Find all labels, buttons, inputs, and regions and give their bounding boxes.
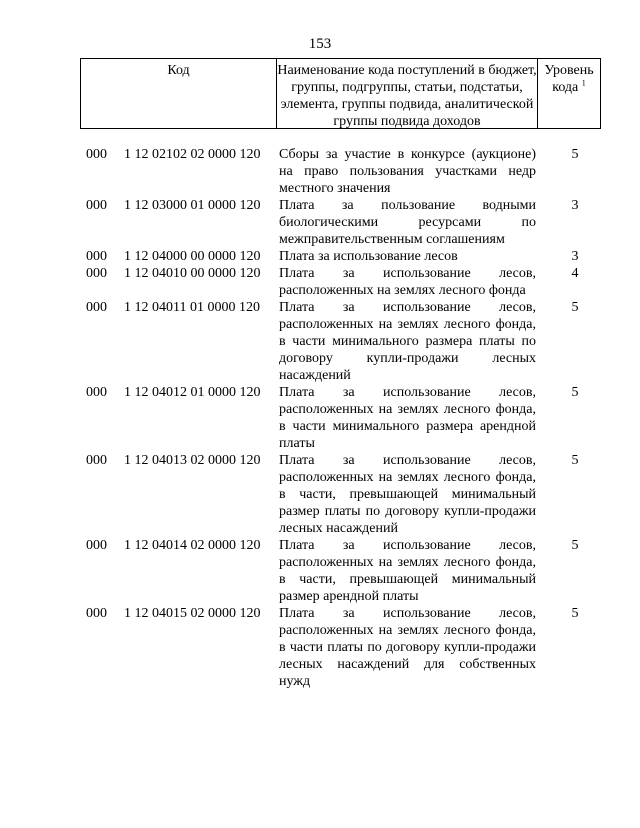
row-level: 5 bbox=[571, 385, 579, 400]
row-admin-code: 000 bbox=[86, 538, 107, 553]
table-row bbox=[0, 197, 640, 248]
row-admin-code: 000 bbox=[86, 453, 107, 468]
page-number: 153 bbox=[308, 36, 332, 52]
row-level: 5 bbox=[571, 300, 579, 315]
row-revenue-code: 1 12 04011 01 0000 120 bbox=[124, 300, 260, 315]
table-row bbox=[0, 384, 640, 452]
row-level: 5 bbox=[571, 147, 579, 162]
header-level-label: Уровень кода bbox=[544, 63, 594, 95]
row-revenue-code: 1 12 04000 00 0000 120 bbox=[124, 249, 261, 264]
table-header bbox=[80, 58, 601, 129]
row-revenue-code: 1 12 02102 02 0000 120 bbox=[124, 147, 261, 162]
row-admin-code: 000 bbox=[86, 198, 107, 213]
header-level-footnote: 1 bbox=[581, 78, 586, 88]
row-level: 5 bbox=[571, 538, 579, 553]
table-row bbox=[0, 265, 640, 299]
row-level: 3 bbox=[571, 249, 579, 264]
row-revenue-code: 1 12 04010 00 0000 120 bbox=[124, 266, 261, 281]
row-level: 4 bbox=[571, 266, 579, 281]
table-row bbox=[0, 299, 640, 384]
header-name: Наименование кода поступлений в бюджет, группы, подгруппы, статьи, подстатьи, элемента, группы подвида, аналитической группы подвида доходов bbox=[277, 59, 538, 128]
row-name: Плата за пользование водными биологическими ресурсами по межправительственным соглашениям bbox=[279, 198, 536, 247]
row-admin-code: 000 bbox=[86, 300, 107, 315]
table-row bbox=[0, 452, 640, 537]
row-name: Плата за использование лесов bbox=[279, 249, 458, 264]
row-admin-code: 000 bbox=[86, 385, 107, 400]
row-name: Плата за использование лесов, расположенных на землях лесного фонда, в части, превышающей минимальный размер арендной платы bbox=[279, 538, 536, 604]
row-revenue-code: 1 12 04012 01 0000 120 bbox=[124, 385, 261, 400]
row-admin-code: 000 bbox=[86, 249, 107, 264]
row-revenue-code: 1 12 04014 02 0000 120 bbox=[124, 538, 261, 553]
row-name: Плата за использование лесов, расположенных на землях лесного фонда bbox=[279, 266, 536, 298]
row-revenue-code: 1 12 04013 02 0000 120 bbox=[124, 453, 261, 468]
row-level: 5 bbox=[571, 453, 579, 468]
row-name: Плата за использование лесов, расположенных на землях лесного фонда, в части минимального размера платы по договору купли-продажи лесных насаждений bbox=[279, 300, 536, 383]
row-admin-code: 000 bbox=[86, 606, 107, 621]
row-name: Плата за использование лесов, расположенных на землях лесного фонда, в части минимального размера арендной платы bbox=[279, 385, 536, 451]
row-name: Плата за использование лесов, расположенных на землях лесного фонда, в части, превышающей минимальный размер платы по договору купли-продажи лесных насаждений bbox=[279, 453, 536, 536]
row-name: Плата за использование лесов, расположенных на землях лесного фонда, в части платы по договору купли-продажи лесных насаждений для собственных нужд bbox=[279, 606, 536, 689]
table-row bbox=[0, 605, 640, 690]
table-row bbox=[0, 146, 640, 197]
row-level: 5 bbox=[571, 606, 579, 621]
table-row bbox=[0, 248, 640, 265]
row-admin-code: 000 bbox=[86, 266, 107, 281]
row-level: 3 bbox=[571, 198, 579, 213]
row-name: Сборы за участие в конкурсе (аукционе) на право пользования участками недр местного значения bbox=[279, 147, 536, 196]
row-admin-code: 000 bbox=[86, 147, 107, 162]
table-body bbox=[0, 146, 640, 690]
row-revenue-code: 1 12 03000 01 0000 120 bbox=[124, 198, 261, 213]
header-code: Код bbox=[81, 59, 277, 128]
row-revenue-code: 1 12 04015 02 0000 120 bbox=[124, 606, 261, 621]
header-level bbox=[538, 59, 600, 128]
table-row bbox=[0, 537, 640, 605]
